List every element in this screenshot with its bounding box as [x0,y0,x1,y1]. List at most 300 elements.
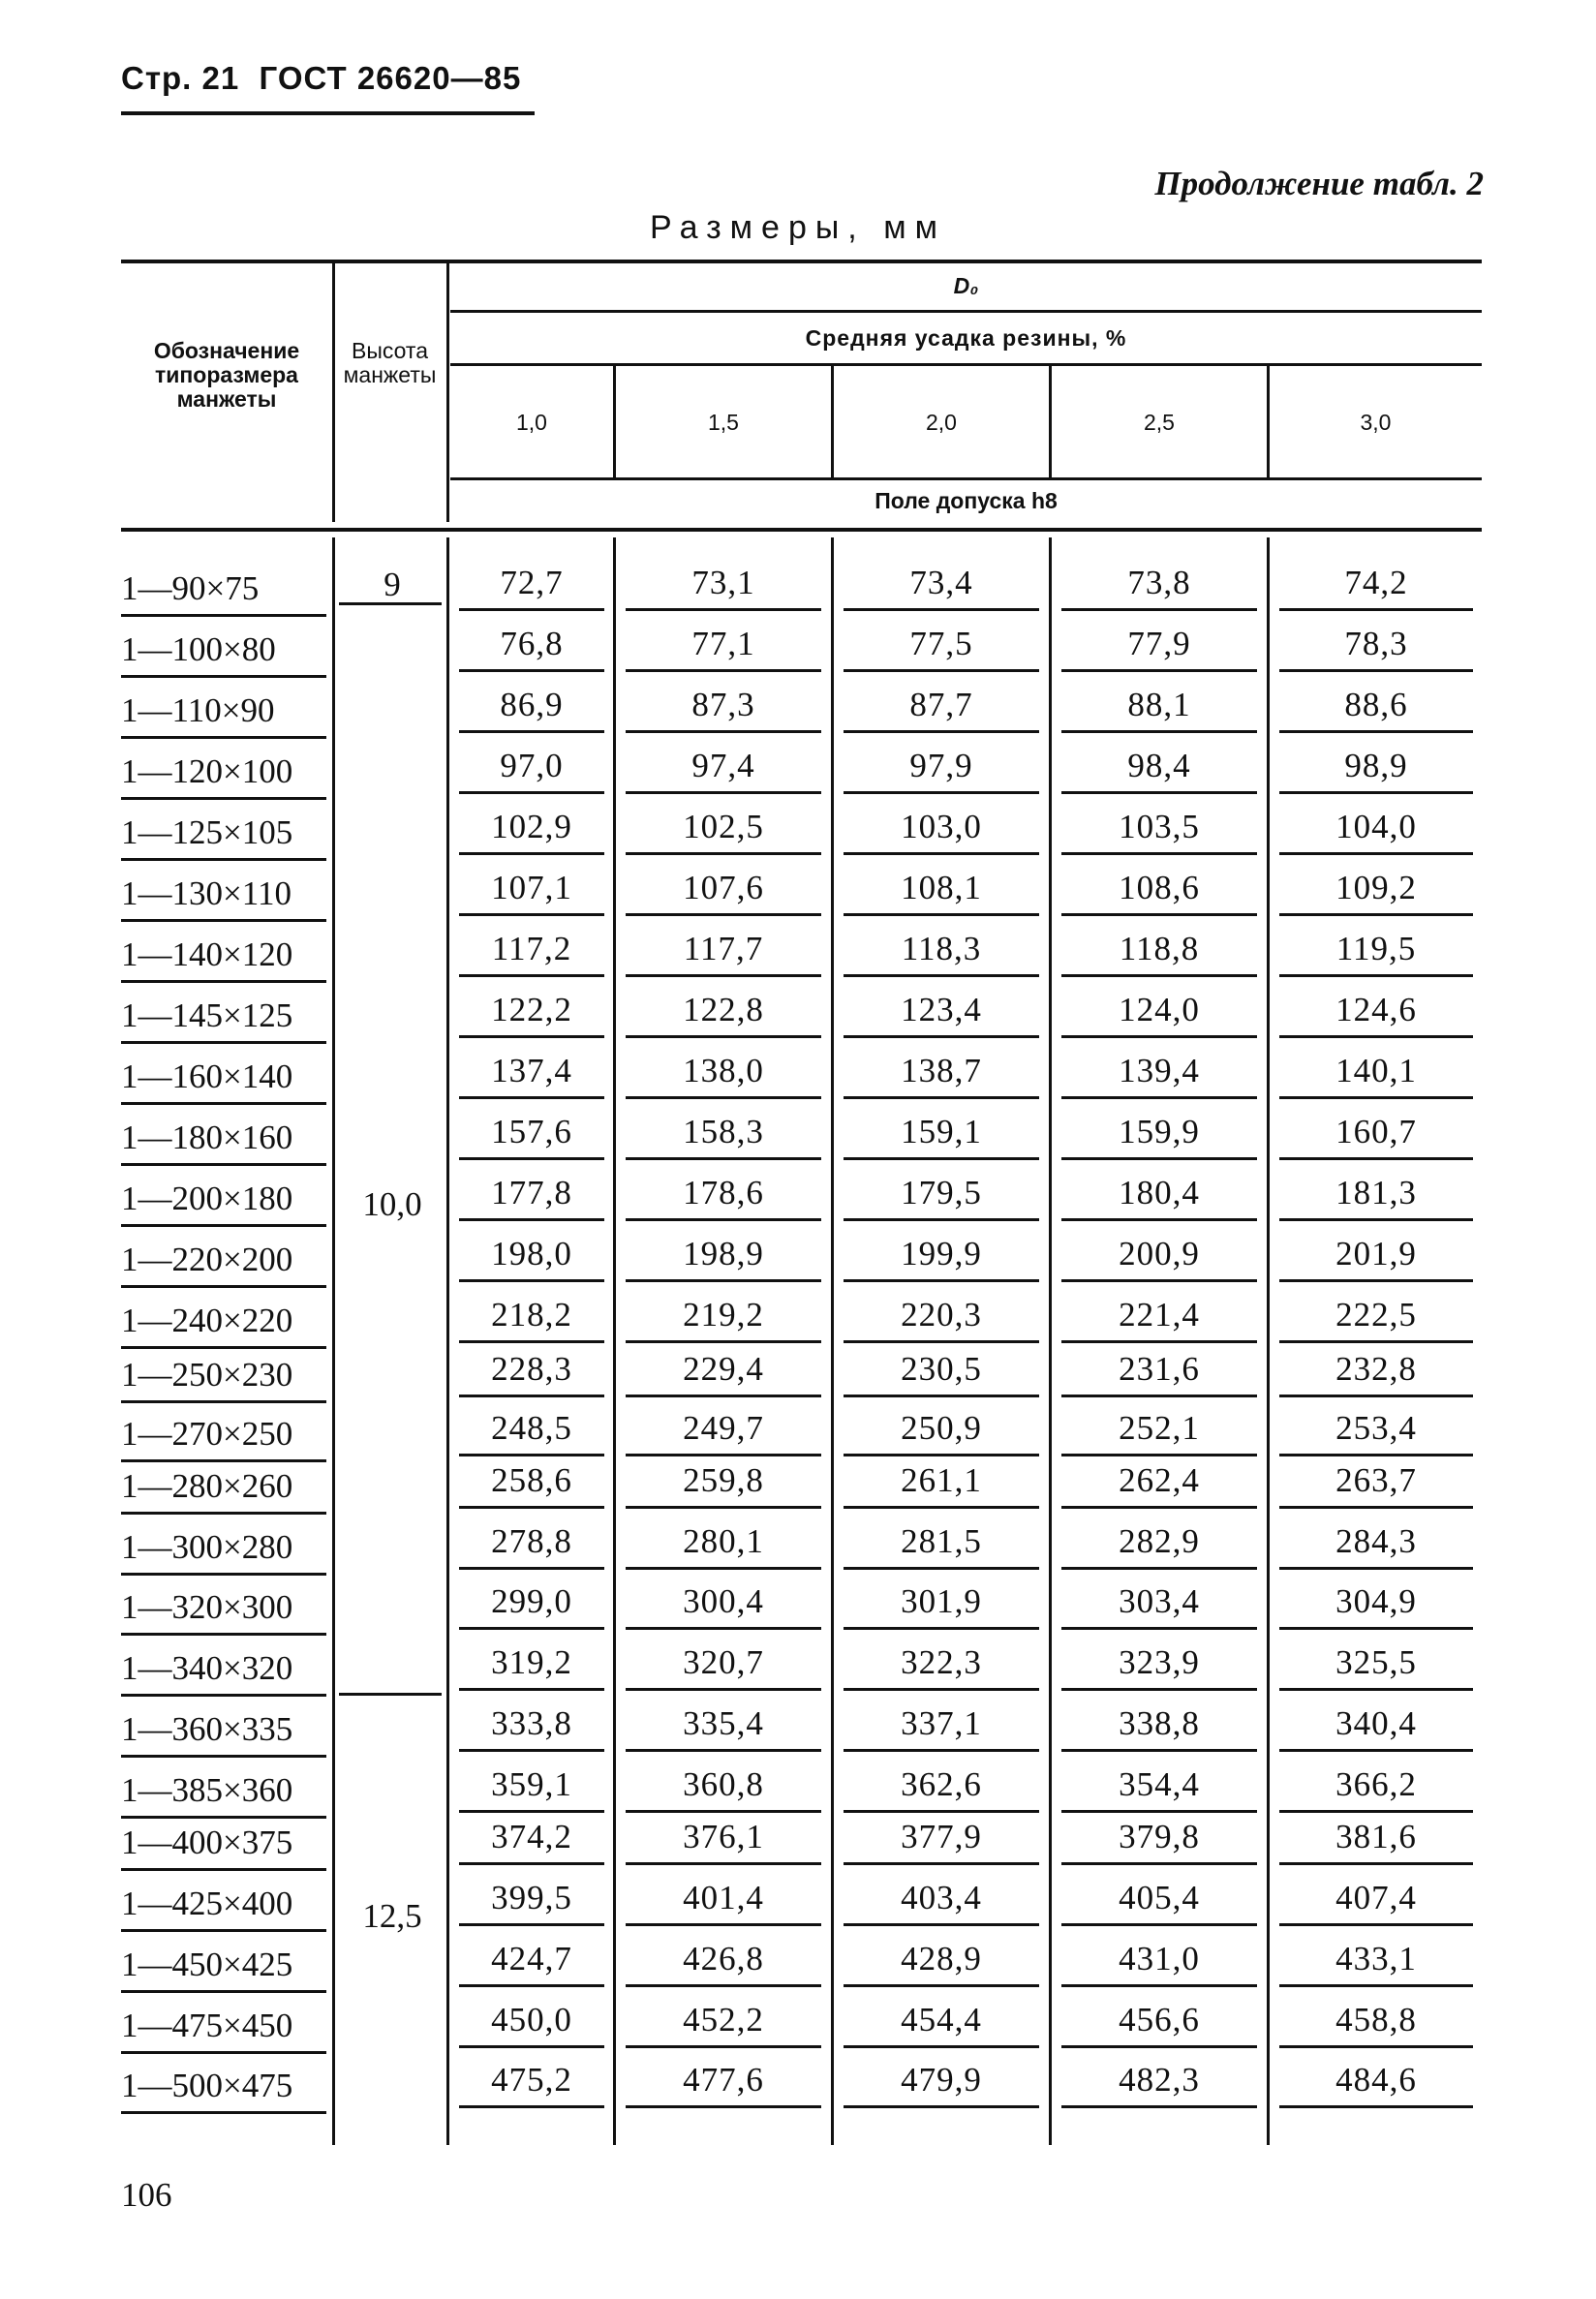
col-height-header: Высота манжеты [343,338,437,387]
value-underline [1061,1506,1257,1509]
body-divider-5 [1049,537,1052,2145]
value-underline [1061,974,1257,977]
row-designation: 1—360×335 [121,1710,293,1748]
value-cell: 76,8 [500,625,564,662]
value-underline [1279,1862,1473,1865]
value-underline [1279,2105,1473,2108]
value-underline [1279,608,1473,611]
value-cell: 107,6 [683,869,764,906]
row-designation-underline [121,1573,326,1576]
value-cell: 281,5 [901,1522,982,1560]
value-underline [1061,852,1257,855]
d0-rule [450,310,1482,313]
value-underline [1061,2105,1257,2108]
row-designation: 1—100×80 [121,630,276,668]
body-divider-6 [1267,537,1270,2145]
value-underline [1279,1923,1473,1926]
row-designation: 1—400×375 [121,1824,293,1861]
value-cell: 230,5 [901,1350,982,1388]
value-cell: 258,6 [491,1461,572,1499]
value-cell: 354,4 [1119,1765,1200,1803]
value-cell: 108,6 [1119,869,1200,906]
value-cell: 399,5 [491,1879,572,1916]
value-cell: 228,3 [491,1350,572,1388]
row-designation-underline [121,1816,326,1819]
value-underline [1279,2045,1473,2048]
value-cell: 198,0 [491,1235,572,1272]
value-cell: 262,4 [1119,1461,1200,1499]
value-underline [626,913,821,916]
shrinkage-value-5: 3,0 [1360,410,1392,435]
value-underline [1279,1096,1473,1099]
value-underline [626,1923,821,1926]
value-underline [459,1749,604,1752]
row-designation: 1—300×280 [121,1528,293,1566]
value-cell: 139,4 [1119,1052,1200,1089]
value-cell: 458,8 [1335,2001,1417,2038]
value-underline [844,2105,1039,2108]
row-designation-underline [121,1285,326,1288]
value-underline [844,1923,1039,1926]
value-underline [1279,1567,1473,1570]
value-cell: 103,5 [1119,808,1200,845]
value-underline [1279,669,1473,672]
value-underline [626,1627,821,1630]
value-cell: 280,1 [683,1522,764,1560]
tolerance-header: Поле допуска h8 [875,488,1058,513]
value-cell: 231,6 [1119,1350,1200,1388]
value-cell: 140,1 [1335,1052,1417,1089]
value-cell: 248,5 [491,1409,572,1447]
row-designation-underline [121,1755,326,1758]
value-cell: 138,0 [683,1052,764,1089]
value-cell: 450,0 [491,2001,572,2038]
body-divider-4 [831,537,834,2145]
value-underline [459,1862,604,1865]
value-underline [1279,1395,1473,1397]
value-cell: 362,6 [901,1765,982,1803]
value-underline [1061,730,1257,733]
value-cell: 77,9 [1127,625,1191,662]
row-designation: 1—120×100 [121,752,293,790]
value-cell: 117,7 [683,930,764,967]
value-underline [1061,1627,1257,1630]
value-cell: 300,4 [683,1582,764,1620]
value-underline [626,791,821,794]
value-underline [844,1096,1039,1099]
row-designation: 1—250×230 [121,1356,293,1394]
value-cell: 401,4 [683,1879,764,1916]
value-underline [459,1035,604,1038]
col-designation-header: Обозначение типоразмера манжеты [153,338,300,412]
value-underline [844,669,1039,672]
value-cell: 181,3 [1335,1174,1417,1211]
values-header-rule [450,477,1482,480]
value-cell: 73,8 [1127,564,1191,601]
value-underline [626,669,821,672]
value-cell: 340,4 [1335,1704,1417,1742]
value-cell: 232,8 [1335,1350,1417,1388]
value-underline [626,974,821,977]
value-underline [459,974,604,977]
value-cell: 218,2 [491,1296,572,1333]
value-underline [459,1340,604,1343]
value-underline [626,1218,821,1221]
value-underline [1279,913,1473,916]
value-underline [1061,1454,1257,1456]
value-underline [459,1506,604,1509]
value-underline [844,1749,1039,1752]
value-underline [1061,1340,1257,1343]
value-cell: 366,2 [1335,1765,1417,1803]
value-underline [459,1567,604,1570]
value-underline [1279,791,1473,794]
value-cell: 97,0 [500,747,564,784]
value-underline [626,1035,821,1038]
value-underline [844,1279,1039,1282]
value-cell: 304,9 [1335,1582,1417,1620]
value-underline [1061,1862,1257,1865]
value-cell: 229,4 [683,1350,764,1388]
value-underline [1061,608,1257,611]
value-underline [844,1157,1039,1160]
row-designation: 1—145×125 [121,996,293,1034]
value-cell: 109,2 [1335,869,1417,906]
value-cell: 157,6 [491,1113,572,1150]
value-underline [626,730,821,733]
height-group-2: 10,0 [362,1185,422,1223]
d0-header: D₀ [953,273,979,298]
row-designation: 1—475×450 [121,2007,293,2044]
row-designation: 1—320×300 [121,1588,293,1626]
row-designation-underline [121,614,326,617]
value-underline [1279,1035,1473,1038]
value-cell: 86,9 [500,686,564,723]
row-designation: 1—130×110 [121,874,292,912]
row-designation-underline [121,1459,326,1462]
value-cell: 426,8 [683,1940,764,1977]
value-cell: 405,4 [1119,1879,1200,1916]
row-designation: 1—500×475 [121,2067,293,2104]
row-designation-underline [121,736,326,739]
value-cell: 452,2 [683,2001,764,2038]
value-cell: 299,0 [491,1582,572,1620]
value-underline [1279,1627,1473,1630]
row-designation-underline [121,1868,326,1871]
value-cell: 454,4 [901,2001,982,2038]
value-cell: 98,4 [1127,747,1191,784]
value-underline [459,608,604,611]
page-ref: Стр. 21 [121,60,240,96]
value-cell: 376,1 [683,1818,764,1855]
value-underline [626,1096,821,1099]
row-designation-underline [121,1224,326,1227]
value-underline [626,1567,821,1570]
header-divider-2 [446,263,449,522]
value-cell: 87,3 [691,686,755,723]
body-divider-1 [332,537,335,2145]
value-underline [1061,1035,1257,1038]
value-underline [626,1810,821,1813]
value-cell: 360,8 [683,1765,764,1803]
value-underline [1061,2045,1257,2048]
value-underline [844,1688,1039,1691]
value-cell: 374,2 [491,1818,572,1855]
value-underline [459,1984,604,1987]
value-cell: 482,3 [1119,2061,1200,2099]
value-cell: 158,3 [683,1113,764,1150]
row-designation: 1—180×160 [121,1119,293,1156]
value-underline [459,1157,604,1160]
value-underline [1061,1218,1257,1221]
page-header [121,60,521,97]
shrinkage-rule [450,363,1482,366]
value-underline [459,852,604,855]
row-designation: 1—340×320 [121,1649,293,1687]
value-cell: 107,1 [491,869,572,906]
value-cell: 407,4 [1335,1879,1417,1916]
value-underline [1279,1810,1473,1813]
row-designation-underline [121,919,326,922]
value-cell: 122,2 [491,991,572,1028]
value-cell: 118,3 [901,930,982,967]
value-cell: 250,9 [901,1409,982,1447]
row-designation-underline [121,1102,326,1105]
row-designation-underline [121,1346,326,1349]
value-cell: 104,0 [1335,808,1417,845]
value-cell: 325,5 [1335,1643,1417,1681]
value-underline [1279,1454,1473,1456]
row-designation-underline [121,980,326,983]
value-cell: 102,5 [683,808,764,845]
header-rule [121,111,535,115]
value-underline [626,1862,821,1865]
value-underline [1279,1340,1473,1343]
value-underline [1061,1810,1257,1813]
body-divider-2 [446,537,449,2145]
value-cell: 77,5 [909,625,973,662]
value-cell: 198,9 [683,1235,764,1272]
row-designation-underline [121,1163,326,1166]
value-underline [626,1279,821,1282]
value-cell: 117,2 [491,930,572,967]
value-cell: 381,6 [1335,1818,1417,1855]
value-underline [844,1506,1039,1509]
value-underline [844,1340,1039,1343]
row-designation: 1—110×90 [121,691,275,729]
value-cell: 433,1 [1335,1940,1417,1977]
value-cell: 137,4 [491,1052,572,1089]
value-cell: 97,4 [691,747,755,784]
value-cell: 377,9 [901,1818,982,1855]
value-underline [459,1218,604,1221]
value-underline [459,913,604,916]
value-cell: 335,4 [683,1704,764,1742]
value-underline [459,1395,604,1397]
value-cell: 87,7 [909,686,973,723]
value-cell: 338,8 [1119,1704,1200,1742]
row-designation-underline [121,2051,326,2054]
value-cell: 123,4 [901,991,982,1028]
row-designation-underline [121,2111,326,2114]
value-cell: 431,0 [1119,1940,1200,1977]
value-underline [1061,791,1257,794]
value-cell: 180,4 [1119,1174,1200,1211]
value-cell: 249,7 [683,1409,764,1447]
value-underline [1061,669,1257,672]
value-underline [1279,1984,1473,1987]
value-underline [1279,974,1473,977]
value-cell: 118,8 [1119,930,1200,967]
height-group-1: 9 [384,566,401,603]
value-underline [459,1688,604,1691]
value-cell: 479,9 [901,2061,982,2099]
value-cell: 200,9 [1119,1235,1200,1272]
value-underline [459,2045,604,2048]
value-underline [844,913,1039,916]
value-underline [844,608,1039,611]
value-underline [626,1984,821,1987]
value-underline [844,1454,1039,1456]
value-cell: 124,6 [1335,991,1417,1028]
value-cell: 159,9 [1119,1113,1200,1150]
row-designation: 1—140×120 [121,935,293,973]
value-cell: 477,6 [683,2061,764,2099]
row-designation: 1—200×180 [121,1180,293,1217]
value-underline [626,1340,821,1343]
value-underline [459,730,604,733]
value-cell: 253,4 [1335,1409,1417,1447]
row-designation: 1—425×400 [121,1885,293,1922]
value-underline [1061,1984,1257,1987]
row-designation-underline [121,1633,326,1636]
value-cell: 322,3 [901,1643,982,1681]
value-cell: 178,6 [683,1174,764,1211]
value-cell: 252,1 [1119,1409,1200,1447]
row-designation: 1—240×220 [121,1302,293,1339]
value-underline [1061,1688,1257,1691]
value-cell: 319,2 [491,1643,572,1681]
value-underline [1279,1688,1473,1691]
header-divider-1 [332,263,335,522]
shrinkage-value-1: 1,0 [516,410,547,435]
value-underline [1061,1567,1257,1570]
header-bottom-rule [121,528,1482,532]
value-cell: 337,1 [901,1704,982,1742]
value-cell: 219,2 [683,1296,764,1333]
value-underline [844,1862,1039,1865]
shrinkage-header: Средняя усадка резины, % [805,325,1127,351]
value-underline [1061,1395,1257,1397]
value-underline [459,1923,604,1926]
value-cell: 103,0 [901,808,982,845]
value-cell: 221,4 [1119,1296,1200,1333]
row-designation-underline [121,1041,326,1044]
value-cell: 379,8 [1119,1818,1200,1855]
value-cell: 456,6 [1119,2001,1200,2038]
shrinkage-value-4: 2,5 [1144,410,1175,435]
value-underline [626,1749,821,1752]
value-underline [844,1627,1039,1630]
value-underline [626,608,821,611]
value-cell: 102,9 [491,808,572,845]
value-underline [626,2105,821,2108]
value-underline [626,1506,821,1509]
value-cell: 97,9 [909,747,973,784]
value-cell: 88,6 [1344,686,1408,723]
value-cell: 122,8 [683,991,764,1028]
value-underline [626,1454,821,1456]
value-underline [844,1567,1039,1570]
value-cell: 72,7 [500,564,564,601]
value-cell: 160,7 [1335,1113,1417,1150]
value-underline [844,791,1039,794]
value-cell: 73,1 [691,564,755,601]
value-cell: 199,9 [901,1235,982,1272]
value-underline [626,852,821,855]
value-cell: 301,9 [901,1582,982,1620]
height-group-3: 12,5 [362,1897,422,1935]
value-cell: 263,7 [1335,1461,1417,1499]
value-cell: 108,1 [901,869,982,906]
value-cell: 119,5 [1335,930,1417,967]
value-underline [1279,1279,1473,1282]
value-underline [844,2045,1039,2048]
value-cell: 333,8 [491,1704,572,1742]
value-cell: 320,7 [683,1643,764,1681]
value-cell: 177,8 [491,1174,572,1211]
body-divider-3 [613,537,616,2145]
row-designation: 1—90×75 [121,569,260,607]
value-cell: 201,9 [1335,1235,1417,1272]
sizes-title: Размеры, мм [650,209,946,246]
value-underline [844,1984,1039,1987]
value-underline [626,2045,821,2048]
value-underline [459,2105,604,2108]
value-cell: 73,4 [909,564,973,601]
continuation-note: Продолжение табл. 2 [1154,165,1484,202]
row-designation-underline [121,1694,326,1697]
value-cell: 303,4 [1119,1582,1200,1620]
row-designation-underline [121,858,326,861]
shrinkage-value-2: 1,5 [708,410,739,435]
value-cell: 74,2 [1344,564,1408,601]
value-underline [1279,730,1473,733]
value-underline [844,1035,1039,1038]
row-designation: 1—385×360 [121,1771,293,1809]
value-underline [1061,1923,1257,1926]
value-cell: 222,5 [1335,1296,1417,1333]
value-cell: 159,1 [901,1113,982,1150]
value-cell: 359,1 [491,1765,572,1803]
value-cell: 88,1 [1127,686,1191,723]
row-designation: 1—270×250 [121,1415,293,1453]
value-underline [459,1810,604,1813]
value-underline [1061,1096,1257,1099]
value-underline [844,730,1039,733]
page-number: 106 [121,2176,172,2214]
value-cell: 282,9 [1119,1522,1200,1560]
value-underline [844,1395,1039,1397]
value-cell: 403,4 [901,1879,982,1916]
value-cell: 78,3 [1344,625,1408,662]
value-cell: 98,9 [1344,747,1408,784]
value-cell: 475,2 [491,2061,572,2099]
value-cell: 323,9 [1119,1643,1200,1681]
value-underline [459,669,604,672]
value-cell: 179,5 [901,1174,982,1211]
row-designation: 1—160×140 [121,1058,293,1095]
